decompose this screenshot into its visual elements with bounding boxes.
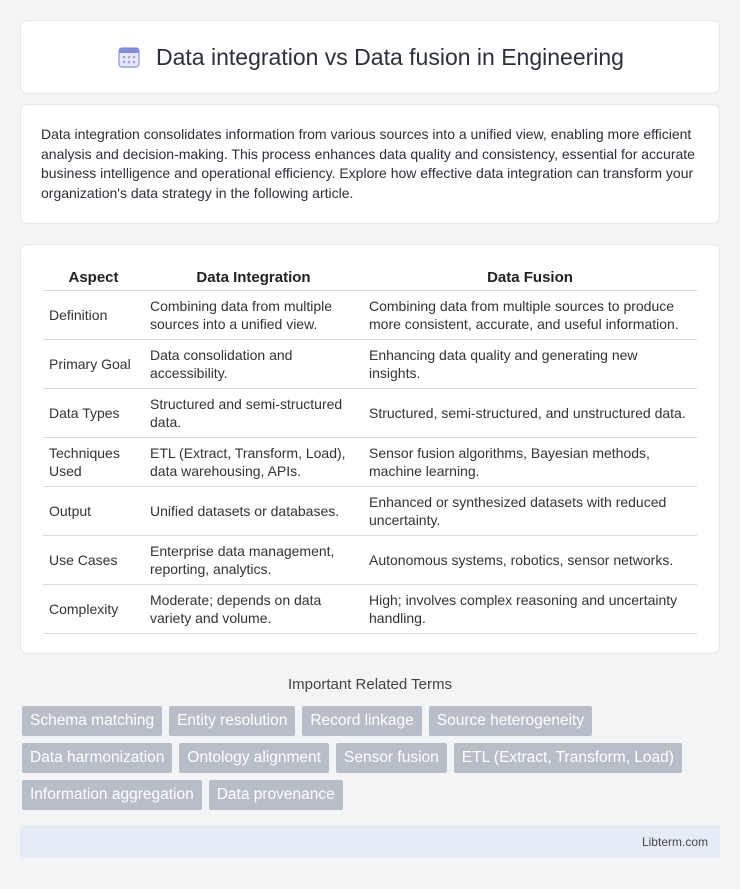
tag-entity-resolution[interactable]: Entity resolution	[169, 706, 295, 736]
cell-fusion: Autonomous systems, robotics, sensor networks.	[363, 536, 697, 585]
tag-source-heterogeneity[interactable]: Source heterogeneity	[429, 706, 592, 736]
footer-site-link[interactable]: Libterm.com	[641, 835, 708, 849]
table-header-row	[43, 263, 697, 291]
table-row	[43, 585, 697, 634]
tag-record-linkage[interactable]: Record linkage	[302, 706, 421, 736]
table-row	[43, 340, 697, 389]
page-title: Data integration vs Data fusion in Engineering	[156, 43, 624, 70]
cell-aspect: Techniques Used	[43, 438, 144, 487]
tag-etl[interactable]: ETL (Extract, Transform, Load)	[454, 743, 682, 773]
cell-integration: ETL (Extract, Transform, Load), data warehousing, APIs.	[144, 438, 363, 487]
table-row	[43, 389, 697, 438]
cell-fusion: Enhanced or synthesized datasets with reduced uncertainty.	[363, 487, 697, 536]
cell-integration: Structured and semi-structured data.	[144, 389, 363, 438]
cell-integration: Enterprise data management, reporting, analytics.	[144, 536, 363, 585]
cell-integration: Unified datasets or databases.	[144, 487, 363, 536]
cell-fusion: Sensor fusion algorithms, Bayesian methods, machine learning.	[363, 438, 697, 487]
cell-aspect: Data Types	[43, 389, 144, 438]
comparison-table	[43, 263, 697, 634]
related-terms-tags	[22, 706, 722, 817]
table-row	[43, 536, 697, 585]
header-data-fusion: Data Fusion	[363, 263, 697, 291]
comparison-table-card	[20, 244, 720, 654]
tag-data-harmonization[interactable]: Data harmonization	[22, 743, 172, 773]
cell-integration: Moderate; depends on data variety and volume.	[144, 585, 363, 634]
cell-aspect: Use Cases	[43, 536, 144, 585]
table-row	[43, 487, 697, 536]
cell-integration: Data consolidation and accessibility.	[144, 340, 363, 389]
cell-fusion: Enhancing data quality and generating new insights.	[363, 340, 697, 389]
cell-aspect: Complexity	[43, 585, 144, 634]
intro-card	[20, 104, 720, 224]
cell-fusion: Combining data from multiple sources to produce more consistent, accurate, and useful information.	[363, 291, 697, 340]
tag-schema-matching[interactable]: Schema matching	[22, 706, 162, 736]
cell-aspect: Primary Goal	[43, 340, 144, 389]
related-terms-title: Important Related Terms	[288, 676, 452, 693]
table-row	[43, 438, 697, 487]
calendar-icon	[116, 44, 142, 70]
tag-ontology-alignment[interactable]: Ontology alignment	[179, 743, 329, 773]
cell-fusion: High; involves complex reasoning and uncertainty handling.	[363, 585, 697, 634]
footer	[20, 825, 720, 858]
cell-fusion: Structured, semi-structured, and unstructured data.	[363, 389, 697, 438]
intro-text: Data integration consolidates information from various sources into a unified view, enabling more efficient analysis and decision-making. This process enhances data quality and consistency, essential for accurate business intelligence and operational efficiency. Explore how effective data integration can transform your organization's data strategy in the following article.	[41, 126, 695, 201]
header-aspect: Aspect	[43, 263, 144, 291]
cell-aspect: Definition	[43, 291, 144, 340]
tag-data-provenance[interactable]: Data provenance	[209, 780, 343, 810]
cell-integration: Combining data from multiple sources into a unified view.	[144, 291, 363, 340]
header-data-integration: Data Integration	[144, 263, 363, 291]
tag-sensor-fusion[interactable]: Sensor fusion	[336, 743, 447, 773]
cell-aspect: Output	[43, 487, 144, 536]
title-card	[20, 20, 720, 94]
tag-information-aggregation[interactable]: Information aggregation	[22, 780, 202, 810]
table-row	[43, 291, 697, 340]
